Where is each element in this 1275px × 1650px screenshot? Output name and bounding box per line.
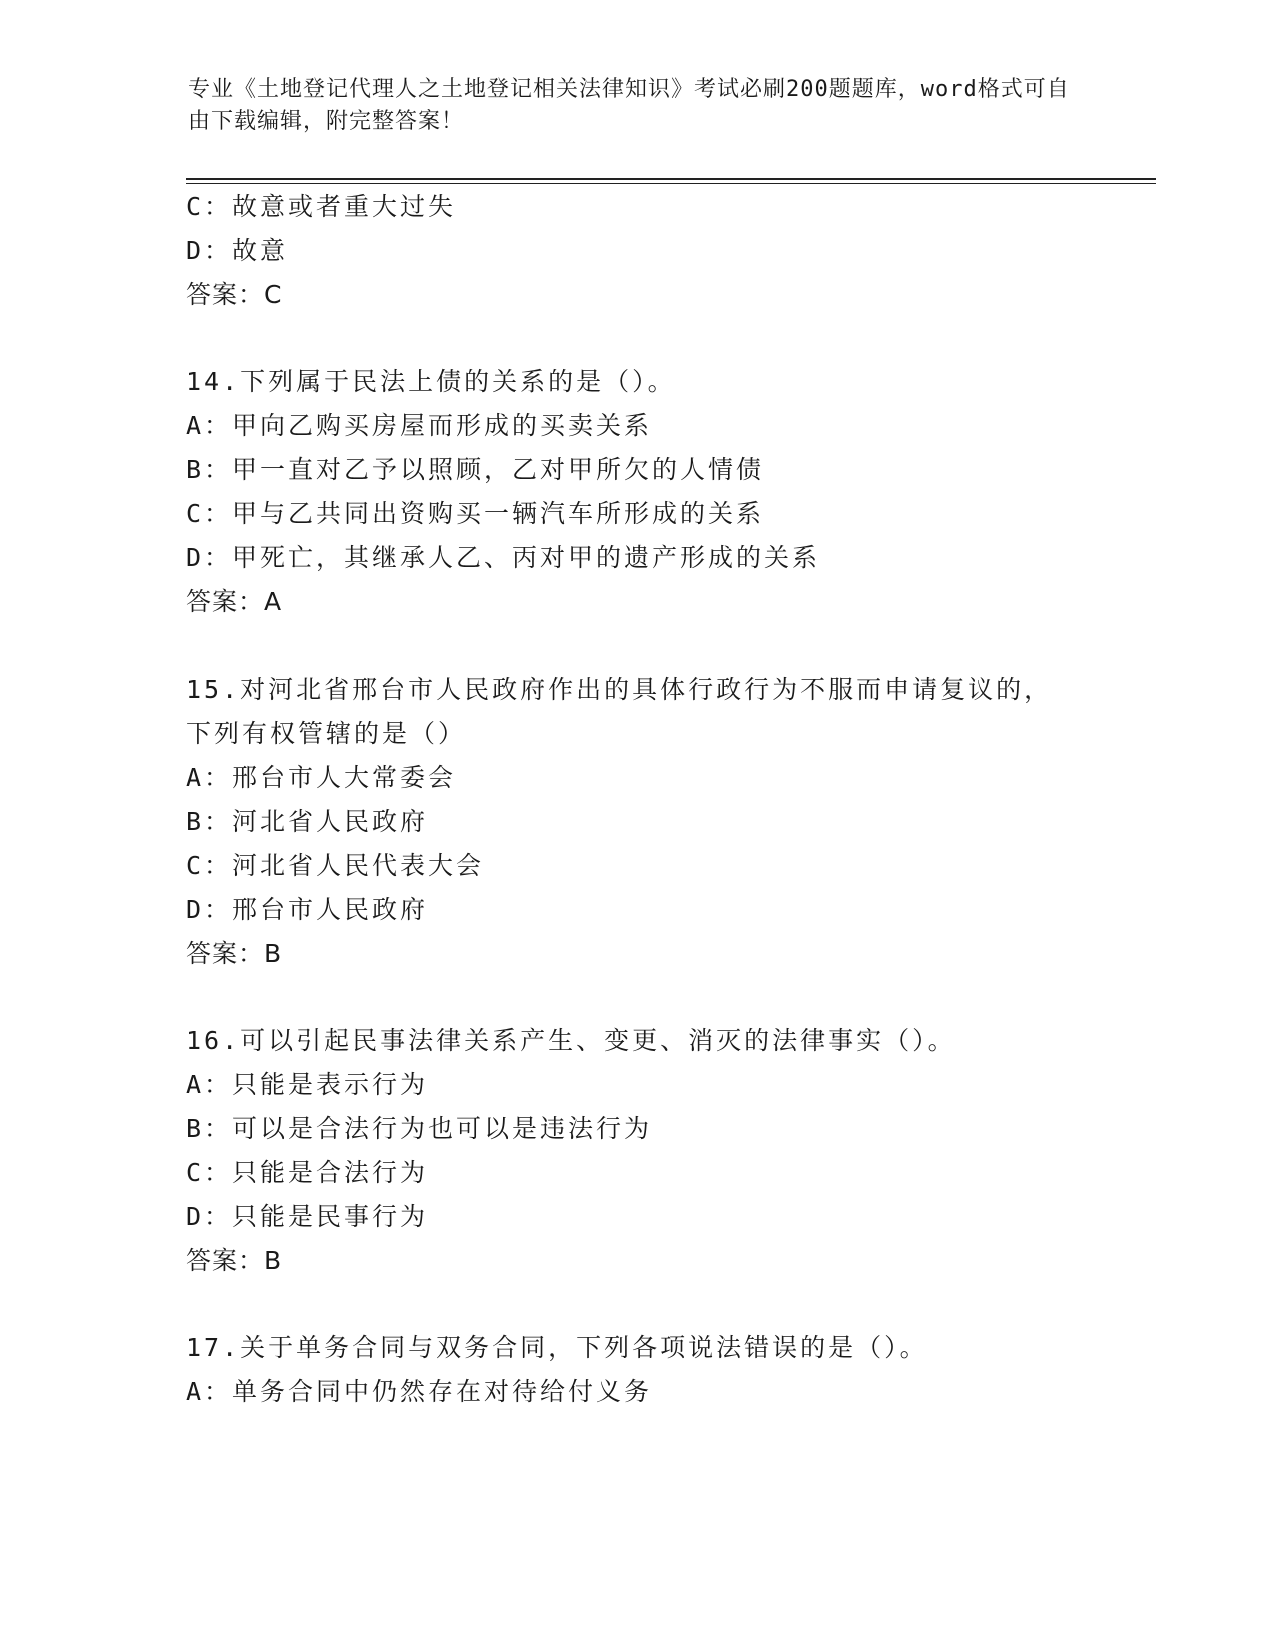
q13-option-d: D：故意 xyxy=(186,236,289,265)
q15-option-a: A：邢台市人大常委会 xyxy=(186,763,457,792)
answer-value: A xyxy=(264,587,283,616)
document-header: 专业《土地登记代理人之土地登记相关法律知识》考试必刷200题题库，word格式可自由下载编辑，附完整答案！ xyxy=(188,77,1070,134)
q16-option-d: D：只能是民事行为 xyxy=(186,1202,429,1231)
q15-option-c: C：河北省人民代表大会 xyxy=(186,851,485,880)
answer-label: 答案： xyxy=(186,1246,265,1275)
q17-option-a: A：单务合同中仍然存在对待给付义务 xyxy=(186,1377,653,1406)
q14-option-d: D：甲死亡，其继承人乙、丙对甲的遗产形成的关系 xyxy=(186,543,821,572)
header-rule-thick xyxy=(186,178,1156,180)
q15-stem-line1: 15.对河北省邢台市人民政府作出的具体行政行为不服而申请复议的， xyxy=(186,675,1053,704)
q14-answer xyxy=(186,585,282,619)
q13-answer xyxy=(186,278,282,312)
answer-label: 答案： xyxy=(186,280,265,309)
header-rule-thin xyxy=(186,183,1156,184)
q14-option-a: A：甲向乙购买房屋而形成的买卖关系 xyxy=(186,411,653,440)
q16-stem: 16.可以引起民事法律关系产生、变更、消灭的法律事实（）。 xyxy=(186,1026,956,1055)
answer-value: C xyxy=(264,280,283,309)
q15-option-b: B：河北省人民政府 xyxy=(186,807,429,836)
answer-label: 答案： xyxy=(186,939,265,968)
answer-label: 答案： xyxy=(186,587,265,616)
q15-answer xyxy=(186,937,282,971)
q14-option-b: B：甲一直对乙予以照顾，乙对甲所欠的人情债 xyxy=(186,455,765,484)
answer-value: B xyxy=(264,1246,283,1275)
q17-stem: 17.关于单务合同与双务合同，下列各项说法错误的是（）。 xyxy=(186,1333,928,1362)
q16-answer xyxy=(186,1244,282,1278)
q16-option-a: A：只能是表示行为 xyxy=(186,1070,429,1099)
q16-option-c: C：只能是合法行为 xyxy=(186,1158,429,1187)
answer-value: B xyxy=(264,939,283,968)
q16-option-b: B：可以是合法行为也可以是违法行为 xyxy=(186,1114,653,1143)
q14-stem: 14.下列属于民法上债的关系的是（）。 xyxy=(186,367,676,396)
q15-option-d: D：邢台市人民政府 xyxy=(186,895,429,924)
q14-option-c: C：甲与乙共同出资购买一辆汽车所形成的关系 xyxy=(186,499,765,528)
q15-stem-line2: 下列有权管辖的是（） xyxy=(186,719,467,748)
q13-option-c: C：故意或者重大过失 xyxy=(186,192,457,221)
